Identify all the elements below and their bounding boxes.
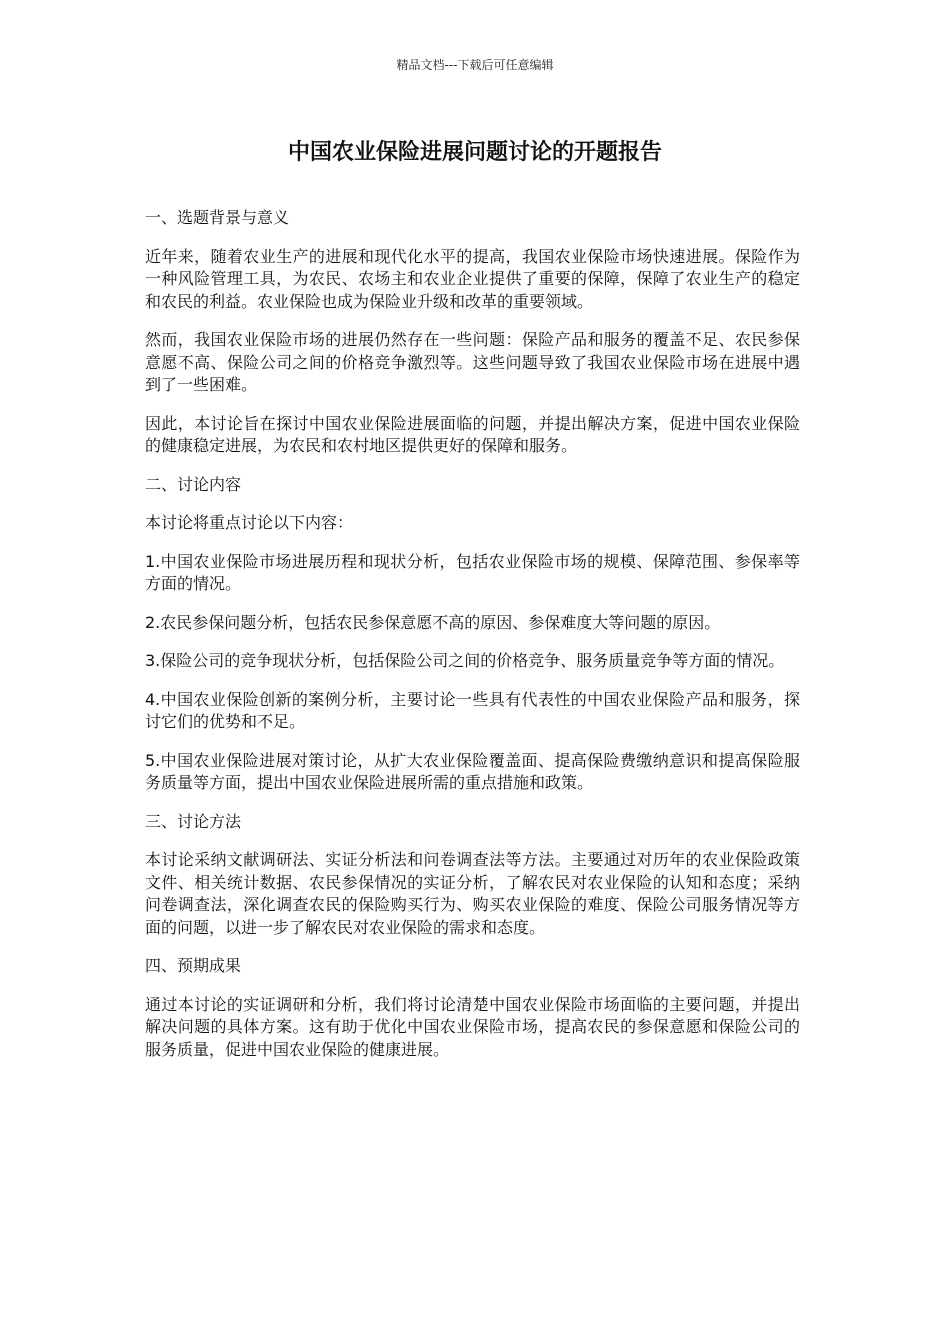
- paragraph: 近年来，随着农业生产的进展和现代化水平的提高，我国农业保险市场快速进展。保险作为一种风险管理工具，为农民、农场主和农业企业提供了重要的保障，保障了农业生产的稳定和农民的利益。农业保险也成为保险业升级和改革的重要领域。: [145, 246, 800, 311]
- header-note: 精品文档---下载后可任意编辑: [396, 58, 554, 72]
- list-item: 1.中国农业保险市场进展历程和现状分析，包括农业保险市场的规模、保障范围、参保率等方面的情况。: [145, 551, 800, 593]
- section-heading-background: 一、选题背景与意义: [145, 208, 290, 227]
- list-item: 2.农民参保问题分析，包括农民参保意愿不高的原因、参保难度大等问题的原因。: [145, 612, 721, 632]
- paragraph: 因此，本讨论旨在探讨中国农业保险进展面临的问题，并提出解决方案，促进中国农业保险的健康稳定进展，为农民和农村地区提供更好的保障和服务。: [145, 413, 800, 455]
- section-heading-content: 二、讨论内容: [145, 474, 242, 494]
- paragraph: 通过本讨论的实证调研和分析，我们将讨论清楚中国农业保险市场面临的主要问题，并提出解决问题的具体方案。这有助于优化中国农业保险市场，提高农民的参保意愿和保险公司的服务质量，促进中国农业保险的健康进展。: [145, 994, 800, 1059]
- section-heading-results: 四、预期成果: [145, 956, 242, 975]
- list-item: 5.中国农业保险进展对策讨论，从扩大农业保险覆盖面、提高保险费缴纳意识和提高保险服务质量等方面，提出中国农业保险进展所需的重点措施和政策。: [145, 750, 800, 792]
- paragraph: 然而，我国农业保险市场的进展仍然存在一些问题：保险产品和服务的覆盖不足、农民参保意愿不高、保险公司之间的价格竞争激烈等。这些问题导致了我国农业保险市场在进展中遇到了一些困难。: [145, 330, 800, 394]
- paragraph: 本讨论采纳文献调研法、实证分析法和问卷调查法等方法。主要通过对历年的农业保险政策文件、相关统计数据、农民参保情况的实证分析，了解农民对农业保险的认知和态度；采纳问卷调查法，深化调查农民的保险购买行为、购买农业保险的难度、保险公司服务情况等方面的问题，以进一步了解农民对农业保险的需求和态度。: [145, 850, 800, 937]
- list-item: 4.中国农业保险创新的案例分析，主要讨论一些具有代表性的中国农业保险产品和服务，探讨它们的优势和不足。: [145, 689, 800, 731]
- document-body: [145, 207, 800, 1077]
- section-heading-methods: 三、讨论方法: [145, 811, 242, 831]
- paragraph: 本讨论将重点讨论以下内容：: [145, 513, 354, 532]
- list-item: 3.保险公司的竞争现状分析，包括保险公司之间的价格竞争、服务质量竞争等方面的情况。: [145, 651, 785, 670]
- document-title: 中国农业保险进展问题讨论的开题报告: [287, 140, 662, 165]
